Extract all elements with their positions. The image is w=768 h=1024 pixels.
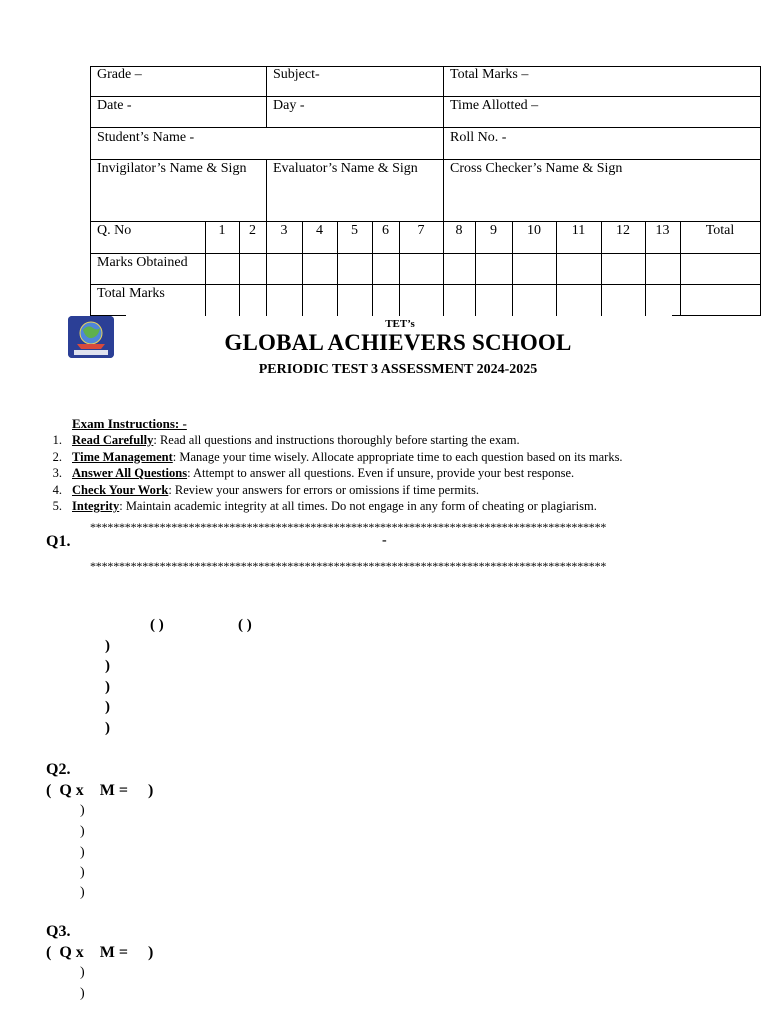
question-number-cell: 10 [527, 223, 541, 238]
item-description: : Maintain academic integrity at all times. Do not engage in any form of cheating or plagiarism. [119, 499, 597, 513]
item-keyword: Read Carefully [72, 433, 154, 447]
date-label: Date - [97, 98, 132, 113]
table-border [266, 66, 267, 128]
q1-item: ) [105, 720, 110, 736]
school-logo [68, 316, 114, 358]
subject-label: Subject- [273, 67, 320, 82]
q1-dash: - [382, 533, 387, 548]
q1-choice-1: ( ) [150, 617, 164, 633]
table-border [90, 96, 761, 97]
marks-obtained-label: Marks Obtained [97, 255, 188, 270]
question-number-cell: 6 [382, 223, 389, 238]
table-border [760, 66, 761, 316]
item-number: 3. [52, 466, 62, 480]
q1-item: ) [105, 638, 110, 654]
item-keyword: Answer All Questions [72, 466, 188, 480]
total-marks-row-label: Total Marks [97, 286, 165, 301]
item-keyword: Integrity [72, 499, 120, 513]
q3-item: ) [80, 986, 85, 1001]
grade-label: Grade – [97, 67, 142, 82]
q2-label: Q2. [46, 761, 71, 778]
item-number: 1. [52, 433, 62, 447]
q1-label: Q1. [46, 533, 71, 550]
roll-no-label: Roll No. - [450, 130, 507, 145]
item-keyword: Check Your Work [72, 482, 169, 497]
q-no-label: Q. No [97, 223, 132, 238]
table-border [90, 253, 761, 254]
star-divider: ***************************************************************************************** [90, 559, 607, 573]
item-description: : Read all questions and instructions thoroughly before starting the exam. [153, 433, 520, 447]
question-number-cell: 7 [417, 223, 425, 238]
item-text [72, 465, 574, 482]
q1-item: ) [105, 658, 110, 674]
question-number-cell: 1 [218, 223, 226, 238]
instructions-title: Exam Instructions: - [72, 416, 187, 431]
table-border [90, 221, 761, 222]
table-border [672, 315, 761, 316]
question-number-cell: 13 [655, 223, 670, 238]
q2-item: ) [80, 824, 85, 839]
school-name: GLOBAL ACHIEVERS SCHOOL [224, 330, 572, 355]
day-label: Day - [273, 98, 305, 113]
item-text [72, 482, 479, 499]
item-description: : Manage your time wisely. Allocate appropriate time to each question based on its marks. [172, 449, 623, 464]
q1-item: ) [105, 699, 110, 715]
item-description: : Attempt to answer all questions. Even if unsure, provide your best response. [187, 466, 575, 480]
question-number-cell: 9 [490, 223, 497, 238]
table-border [443, 66, 444, 316]
question-number-cell: 12 [616, 223, 630, 238]
table-border [90, 66, 761, 67]
q1-item: ) [105, 679, 110, 695]
question-number-cell: 8 [455, 223, 463, 238]
q2-item: ) [80, 885, 85, 900]
time-allotted-label: Time Allotted – [450, 98, 539, 113]
item-number: 5. [52, 499, 62, 513]
q2-marks-line: ( Q x M = ) [46, 782, 154, 799]
item-keyword: Time Management [72, 449, 173, 464]
student-name-label: Student’s Name - [97, 130, 195, 145]
evaluator-label: Evaluator’s Name & Sign [273, 161, 418, 176]
item-text [72, 498, 597, 515]
question-number-cell: 2 [249, 223, 256, 238]
q3-marks-line: ( Q x M = ) [46, 944, 154, 961]
question-number-cell: 3 [280, 223, 288, 238]
table-border [90, 66, 91, 316]
item-number: 4. [52, 482, 62, 497]
item-number: 2. [52, 449, 62, 464]
total-column-label: Total [705, 223, 735, 238]
question-number-cell: 11 [571, 223, 586, 238]
question-number-cell: 5 [351, 223, 358, 238]
item-text [72, 432, 520, 449]
exam-info-table [90, 66, 761, 316]
cross-checker-label: Cross Checker’s Name & Sign [450, 161, 623, 176]
total-marks-label: Total Marks – [450, 67, 529, 82]
q3-item: ) [80, 965, 85, 980]
q2-item: ) [80, 865, 85, 880]
q2-item: ) [80, 803, 85, 818]
item-description: : Review your answers for errors or omissions if time permits. [168, 482, 480, 497]
tets-label: TET’s [385, 318, 415, 330]
star-divider: ***************************************************************************************** [90, 520, 607, 534]
item-text [72, 449, 623, 466]
table-border [90, 159, 761, 160]
q3-label: Q3. [46, 923, 71, 940]
q2-item: ) [80, 845, 85, 860]
question-number-cell: 4 [316, 223, 323, 238]
invigilator-label: Invigilator’s Name & Sign [97, 161, 247, 176]
assessment-title: PERIODIC TEST 3 ASSESSMENT 2024-2025 [258, 362, 538, 377]
q1-choice-2: ( ) [238, 617, 252, 633]
table-border [90, 284, 761, 285]
table-border [90, 127, 761, 128]
